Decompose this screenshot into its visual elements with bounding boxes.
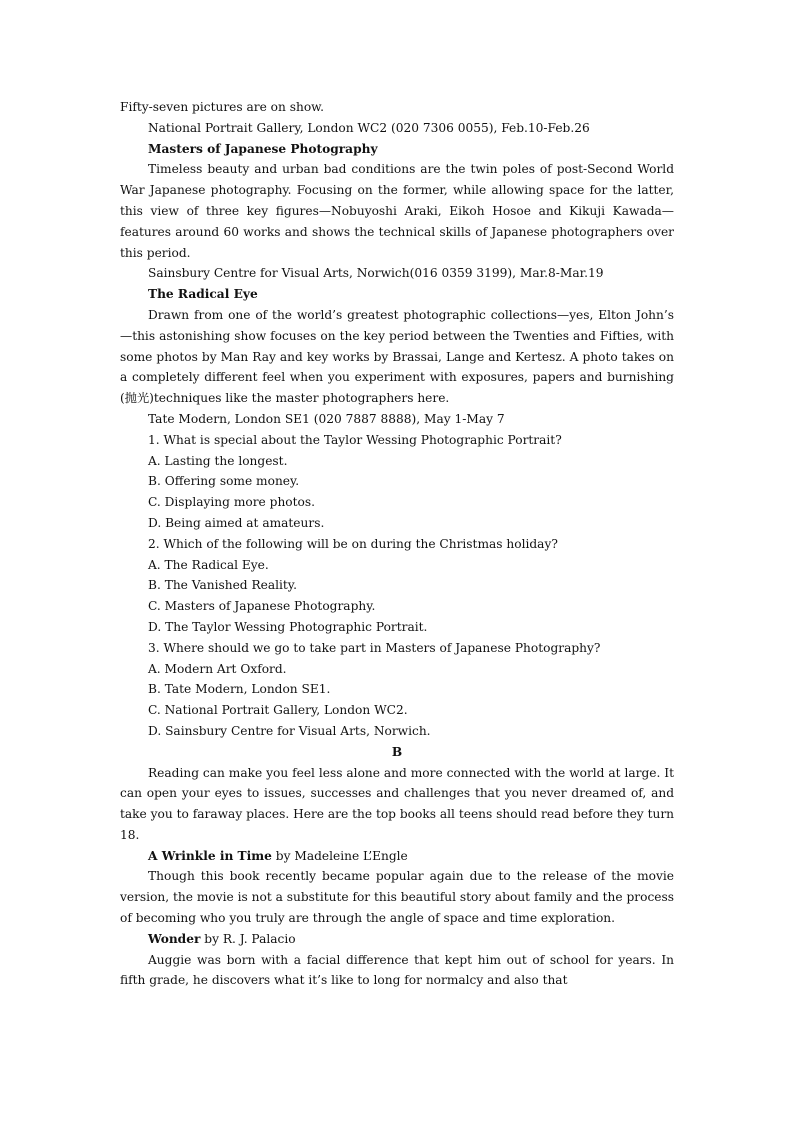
q3-option-c: C. National Portrait Gallery, London WC2.: [148, 703, 408, 718]
q3-option-d: D. Sainsbury Centre for Visual Arts, Norwich.: [148, 723, 431, 738]
book1-author: by Madeleine L’Engle: [271, 848, 408, 863]
q1-option-d: D. Being aimed at amateurs.: [148, 515, 325, 530]
exhibit3-body: Drawn from one of the world’s greatest photographic collections—yes, Elton John’s—this astonishing show focuses on the key period between the Twenties and Fifties, with some photos by Man Ray and key works by Brassai, Lange and Kertesz. A photo takes on a completely different feel when you experiment with exposures, papers and burnishing (抛光)techniques like the master photographers here.: [120, 307, 674, 406]
question-1: 1. What is special about the Taylor Wessing Photographic Portrait?: [148, 432, 562, 447]
exhibit2-body: Timeless beauty and urban bad conditions are the twin poles of post-Second World War Japanese photography. Focusing on the former, while allowing space for the latter, this view of three key figures—Nobuyoshi Araki, Eikoh Hosoe and Kikuji Kawada—features around 60 works and shows the technical skills of Japanese photographers over this period.: [120, 162, 674, 260]
exhibit2-venue: Sainsbury Centre for Visual Arts, Norwich(016 0359 3199), Mar.8-Mar.19: [148, 266, 604, 281]
book2-body: Auggie was born with a facial difference that kept him out of school for years. In fifth grade, he discovers what it’s like to long for normalcy and also that: [120, 952, 674, 988]
book1-heading: [120, 846, 674, 867]
q2-option-b: B. The Vanished Reality.: [148, 578, 297, 593]
section-b-intro: Reading can make you feel less alone and more connected with the world at large. It can open your eyes to issues, successes and challenges that you never dreamed of, and take you to faraway places. Here are the top books all teens should read before they turn 18.: [120, 765, 674, 842]
book2-heading: [120, 929, 674, 950]
q2-option-a: A. The Radical Eye.: [148, 557, 269, 572]
q3-option-a: A. Modern Art Oxford.: [148, 661, 287, 676]
q1-option-b: B. Offering some money.: [148, 474, 300, 489]
exhibit3-venue: Tate Modern, London SE1 (020 7887 8888), May 1-May 7: [148, 411, 505, 426]
question-2: 2. Which of the following will be on during the Christmas holiday?: [148, 536, 558, 551]
book2-author: by R. J. Palacio: [200, 931, 296, 946]
q1-option-a: A. Lasting the longest.: [148, 453, 288, 468]
question-3: 3. Where should we go to take part in Masters of Japanese Photography?: [148, 640, 601, 655]
intro-line: Fifty-seven pictures are on show.: [120, 100, 325, 114]
exhibit2-title: Masters of Japanese Photography: [148, 141, 378, 156]
book1-body: Though this book recently became popular again due to the release of the movie version, the movie is not a substitute for this beautiful story about family and the process of becoming who you truly are through the angle of space and time exploration.: [120, 869, 674, 926]
exhibit3-title: The Radical Eye: [148, 287, 258, 302]
q2-option-d: D. The Taylor Wessing Photographic Portrait.: [148, 619, 428, 634]
section-b-label: B: [391, 744, 403, 759]
exhibit1-venue: National Portrait Gallery, London WC2 (020 7306 0055), Feb.10-Feb.26: [148, 120, 590, 135]
book1-title: A Wrinkle in Time: [148, 848, 272, 863]
q2-option-c: C. Masters of Japanese Photography.: [148, 599, 376, 614]
document-content: [120, 97, 674, 991]
q3-option-b: B. Tate Modern, London SE1.: [148, 682, 331, 697]
book2-title: Wonder: [148, 931, 201, 946]
q1-option-c: C. Displaying more photos.: [148, 495, 315, 510]
